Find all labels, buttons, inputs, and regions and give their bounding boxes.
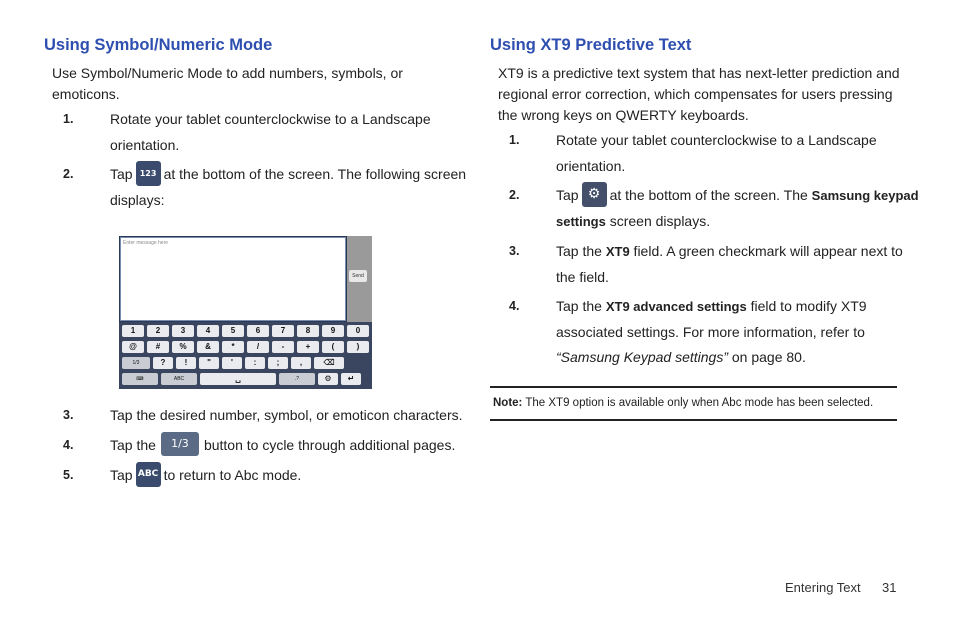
- page-cycle-button-icon: 1/3: [161, 432, 199, 456]
- keyboard-key: 4: [197, 325, 219, 337]
- keyboard-key: ': [222, 357, 242, 369]
- keyboard-key: ⚙: [318, 373, 338, 385]
- heading-xt9: Using XT9 Predictive Text: [490, 36, 692, 54]
- keyboard-key: ABC: [161, 373, 197, 385]
- keyboard-key: ,: [291, 357, 311, 369]
- keyboard-keys: [119, 322, 372, 389]
- keyboard-key: ?: [153, 357, 173, 369]
- keyboard-key: ␣: [200, 373, 276, 385]
- heading-symbol-mode: Using Symbol/Numeric Mode: [44, 36, 273, 54]
- intro-symbol-mode: Use Symbol/Numeric Mode to add numbers, symbols, or emoticons.: [52, 65, 403, 102]
- keyboard-key: .?: [279, 373, 315, 385]
- keyboard-screenshot: [119, 236, 372, 389]
- keyboard-key: %: [172, 341, 194, 353]
- keyboard-key: 7: [272, 325, 294, 337]
- footer-page-number: 31: [882, 580, 897, 595]
- keyboard-key: :: [245, 357, 265, 369]
- note-label: Note:: [493, 397, 523, 409]
- keyboard-key: !: [176, 357, 196, 369]
- keyboard-key: +: [297, 341, 319, 353]
- note-box: [490, 386, 897, 421]
- keyboard-key: 3: [172, 325, 194, 337]
- footer-section-title: Entering Text: [785, 580, 861, 595]
- keyboard-key: (: [322, 341, 344, 353]
- keyboard-key: #: [147, 341, 169, 353]
- keyboard-key: /: [247, 341, 269, 353]
- keyboard-key: ⌨: [122, 373, 158, 385]
- keyboard-key: 1: [122, 325, 144, 337]
- keyboard-key: 9: [322, 325, 344, 337]
- keyboard-key: 8: [297, 325, 319, 337]
- settings-gear-icon: ⚙: [582, 182, 607, 207]
- intro-xt9: XT9 is a predictive text system that has next-letter prediction and regional error correction, which compensates for users pressing the wrong keys on QWERTY keyboards.: [498, 65, 900, 123]
- keyboard-key: *: [222, 341, 244, 353]
- send-button: Send: [349, 270, 367, 282]
- abc-mode-icon: ABC: [136, 462, 161, 487]
- note-text: The XT9 option is available only when Abc mode has been selected.: [522, 397, 874, 409]
- keyboard-key: ": [199, 357, 219, 369]
- message-text-area: Enter message here: [120, 237, 346, 321]
- keyboard-key: ↵: [341, 373, 361, 385]
- keyboard-key: &: [197, 341, 219, 353]
- symbol-mode-123-icon: 123: [136, 161, 161, 186]
- keyboard-key: ;: [268, 357, 288, 369]
- keyboard-key: ⌫: [314, 357, 344, 369]
- keyboard-key: 2: [147, 325, 169, 337]
- keyboard-key: 6: [247, 325, 269, 337]
- keyboard-key: @: [122, 341, 144, 353]
- keyboard-key: 0: [347, 325, 369, 337]
- keyboard-key: 5: [222, 325, 244, 337]
- keyboard-key: -: [272, 341, 294, 353]
- keyboard-key: 1/3: [122, 357, 150, 369]
- keyboard-key: ): [347, 341, 369, 353]
